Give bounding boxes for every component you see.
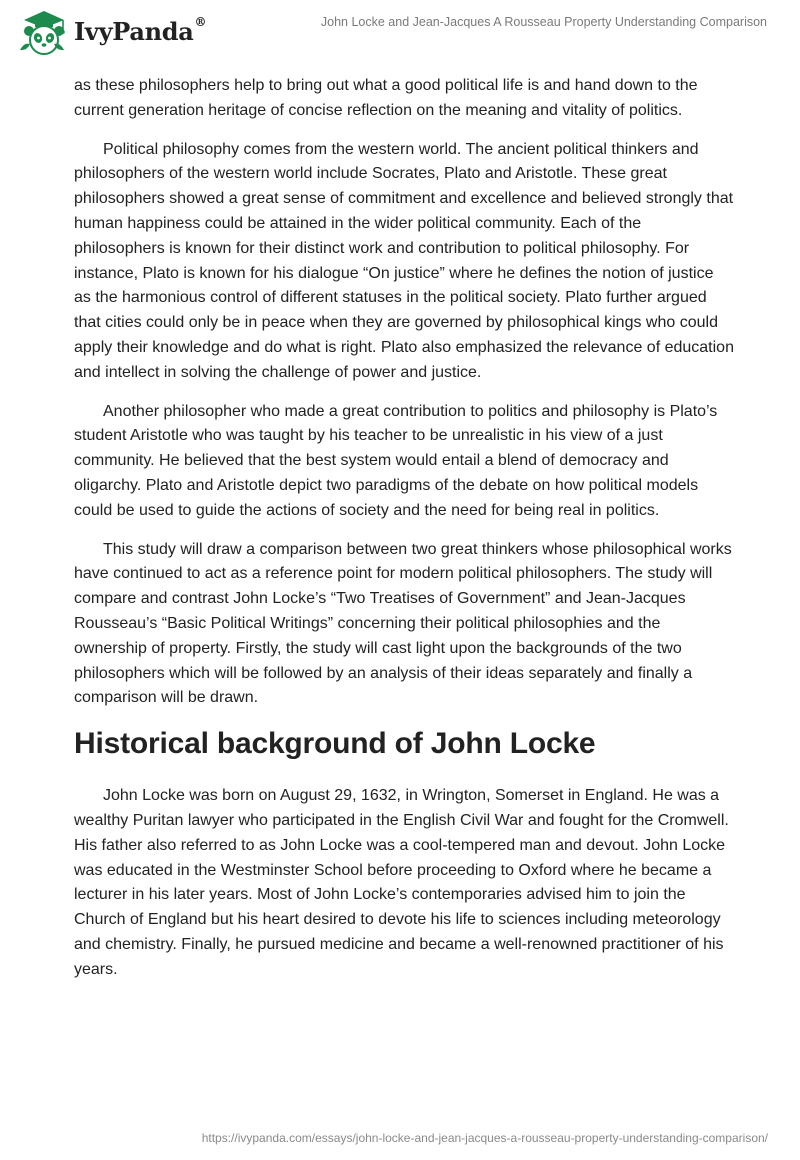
paragraph: John Locke was born on August 29, 1632, in Wrington, Somerset in England. He was a wealthy Puritan lawyer who participated in the English Civil War and fought for the Cromwell. His father also referred to as John Locke was a cool-tempered man and devout. John Locke was educated in the Westminster School before proceeding to Oxford where he became a lecturer in his later years. Most of John Locke’s contemporaries advised him to join the Church of England but his heart desired to devote his life to sciences including meteorology and chemistry. Finally, he pursued medicine and became a well-renowned practitioner of his years.: [74, 787, 729, 978]
source-url[interactable]: https://ivypanda.com/essays/john-locke-and-jean-jacques-a-rousseau-property-understanding-comparison/: [201, 1131, 768, 1145]
paragraph: This study will draw a comparison between two great thinkers whose philosophical works have continued to act as a reference point for modern political philosophers. The study will compare and contrast John Locke’s “Two Treatises of Government” and Jean-Jacques Rousseau’s “Basic Political Writings” concerning their political philosophies and the ownership of property. Firstly, the study will cast light upon the backgrounds of the two philosophers which will be followed by an analysis of their ideas separately and finally a comparison will be drawn.: [74, 540, 732, 707]
document-title: John Locke and Jean-Jacques A Rousseau Property Understanding Comparison: [320, 15, 767, 29]
paragraph: as these philosophers help to bring out what a good political life is and hand down to the current generation heritage of concise reflection on the meaning and vitality of politics.: [74, 77, 698, 119]
section-heading: Historical background of John Locke: [74, 727, 596, 761]
logo-text: IvyPanda: [74, 16, 194, 46]
paragraph: Another philosopher who made a great contribution to politics and philosophy is Plato’s student Aristotle who was taught by his teacher to be unrealistic in his view of a just community. He believed that the best system would entail a blend of democracy and oligarchy. Plato and Aristotle depict two paradigms of the debate on how political models could be used to guide the actions of society and the need for being real in politics.: [74, 402, 718, 519]
logo-wordmark: [74, 14, 207, 46]
paragraph: Political philosophy comes from the western world. The ancient political thinkers and philosophers of the western world include Socrates, Plato and Aristotle. These great philosophers showed a great sense of commitment and excellence and believed strongly that human happiness could be attained in the wider political community. Each of the philosophers is known for their distinct work and contribution to political philosophy. For instance, Plato is known for his dialogue “On justice” where he defines the notion of justice as the harmonious control of different statuses in the political society. Plato further argued that cities could only be in peace when they are governed by philosophical kings who could apply their knowledge and do what is right. Plato also emphasized the relevance of education and intellect in solving the challenge of power and justice.: [74, 140, 734, 381]
registered-mark: ®: [194, 14, 207, 29]
essay-body: [74, 74, 734, 997]
ivypanda-logo[interactable]: [14, 6, 206, 56]
panda-graduate-icon: [14, 6, 70, 56]
page-header: [0, 0, 800, 60]
